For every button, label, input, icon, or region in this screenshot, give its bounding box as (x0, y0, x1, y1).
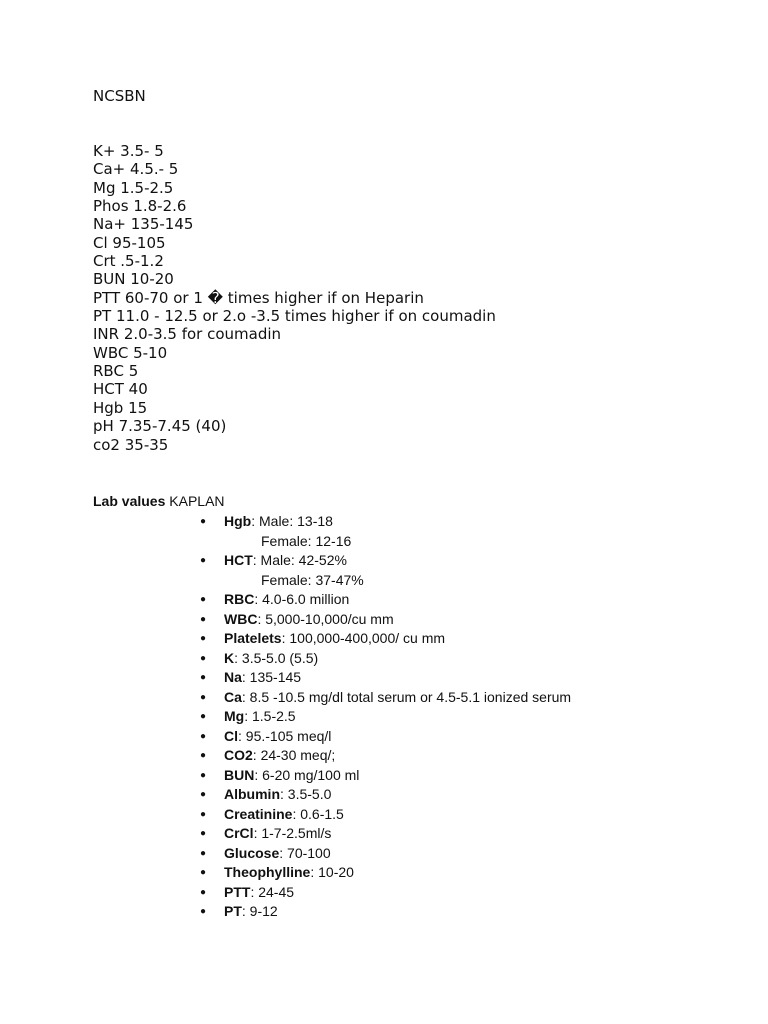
lab-name: Theophylline (224, 864, 311, 880)
lab-name: Na (224, 669, 242, 685)
lab-range: : 10-20 (310, 864, 354, 880)
ncsbn-line: K+ 3.5- 5 (93, 142, 164, 160)
kaplan-title-bold: Lab values (93, 493, 166, 509)
ncsbn-line: INR 2.0-3.5 for coumadin (93, 325, 282, 344)
lab-range: : Male: 13-18 (251, 513, 333, 529)
lab-range: : 0.6-1.5 (292, 805, 344, 822)
lab-name: Creatinine (224, 805, 293, 822)
bullet-icon: ● (200, 691, 207, 703)
list-item (200, 629, 571, 649)
lab-range: : 24-45 (250, 883, 295, 900)
lab-range: : 1.5-2.5 (244, 708, 296, 724)
lab-range: : 6-20 mg/100 ml (254, 766, 360, 783)
lab-range: : 5,000-10,000/cu mm (257, 610, 394, 627)
lab-name: Platelets (224, 630, 282, 646)
ncsbn-line: Mg 1.5-2.5 (93, 178, 174, 197)
list-item (200, 668, 571, 688)
ncsbn-line: RBC 5 (93, 362, 139, 381)
lab-range: : 9-12 (241, 903, 278, 919)
list-item (200, 649, 571, 669)
lab-range: : 4.0-6.0 million (254, 591, 350, 607)
ncsbn-lab-values-list (93, 142, 496, 454)
ncsbn-line: BUN 10-20 (93, 270, 174, 289)
lab-name: WBC (224, 610, 258, 627)
list-item (200, 883, 571, 903)
lab-range: : 24-30 meq/; (252, 747, 336, 763)
lab-name: Albumin (224, 786, 280, 802)
ncsbn-line: co2 35-35 (93, 435, 169, 454)
list-item (200, 824, 571, 844)
list-item (200, 610, 571, 630)
bullet-icon: ● (200, 769, 207, 781)
lab-range: : 135-145 (241, 669, 302, 685)
bullet-icon: ● (200, 847, 207, 859)
lab-range: : Male: 42-52% (252, 552, 347, 568)
lab-range: : 3.5-5.0 (5.5) (234, 649, 319, 666)
bullet-icon: ● (200, 672, 207, 683)
list-item (200, 863, 571, 883)
lab-range: : 8.5 -10.5 mg/dl total serum or 4.5-5.1 ionized serum (241, 688, 572, 705)
lab-name: Cl (224, 727, 238, 744)
lab-name: CrCl (224, 825, 254, 841)
ncsbn-line: Hgb 15 (93, 398, 148, 417)
lab-subrange: Female: 12-16 (261, 532, 352, 549)
lab-name: PT (224, 903, 242, 919)
bullet-icon: ● (200, 730, 207, 742)
bullet-icon: ● (200, 867, 207, 878)
bullet-icon: ● (200, 633, 207, 644)
list-item (200, 902, 571, 922)
list-item (200, 805, 571, 825)
ncsbn-line: HCT 40 (93, 380, 148, 399)
bullet-icon: ● (200, 594, 207, 605)
bullet-icon: ● (200, 555, 207, 566)
lab-name: Ca (224, 688, 242, 705)
ncsbn-line: Na+ 135-145 (93, 215, 194, 234)
bullet-icon: ● (200, 808, 207, 820)
list-item (200, 727, 571, 747)
bullet-icon: ● (200, 750, 207, 761)
list-item (200, 512, 571, 551)
ncsbn-heading: NCSBN (93, 87, 146, 105)
bullet-icon: ● (200, 652, 207, 664)
bullet-icon: ● (200, 828, 207, 839)
kaplan-title (93, 492, 225, 510)
list-item (200, 688, 571, 708)
ncsbn-line: Cl 95-105 (93, 233, 166, 252)
list-item (200, 785, 571, 805)
ncsbn-line: pH 7.35-7.45 (40) (93, 417, 227, 436)
lab-name: K (224, 649, 235, 666)
bullet-icon: ● (200, 886, 207, 898)
lab-name: RBC (224, 591, 255, 607)
list-item (200, 551, 571, 590)
lab-range: : 3.5-5.0 (280, 786, 332, 802)
lab-range: : 100,000-400,000/ cu mm (281, 630, 446, 646)
lab-range: : 95.-105 meq/l (238, 727, 332, 744)
ncsbn-line: PT 11.0 - 12.5 or 2.o -3.5 times higher if on coumadin (93, 307, 496, 326)
list-item (200, 707, 571, 727)
ncsbn-line: Phos 1.8-2.6 (93, 197, 187, 216)
kaplan-title-rest: KAPLAN (165, 493, 225, 509)
list-item (200, 844, 571, 864)
bullet-icon: ● (200, 711, 207, 722)
lab-name: CO2 (224, 747, 253, 763)
bullet-icon: ● (200, 516, 207, 527)
list-item (200, 590, 571, 610)
ncsbn-line: Crt .5-1.2 (93, 252, 164, 271)
lab-name: PTT (224, 883, 251, 900)
kaplan-lab-values-list (200, 512, 571, 922)
list-item (200, 746, 571, 766)
ncsbn-line: Ca+ 4.5.- 5 (93, 160, 179, 179)
lab-range: : 70-100 (279, 844, 331, 861)
lab-name: Hgb (224, 513, 252, 529)
lab-name: HCT (224, 552, 253, 568)
bullet-icon: ● (200, 613, 207, 625)
ncsbn-line: PTT 60-70 or 1 � times higher if on Heparin (93, 288, 424, 307)
lab-name: Glucose (224, 844, 280, 861)
bullet-icon: ● (200, 906, 207, 917)
list-item (200, 766, 571, 786)
lab-subrange: Female: 37-47% (261, 571, 364, 588)
lab-name: Mg (224, 708, 245, 724)
bullet-icon: ● (200, 789, 207, 800)
lab-range: : 1-7-2.5ml/s (253, 825, 332, 841)
lab-name: BUN (224, 766, 255, 783)
ncsbn-line: WBC 5-10 (93, 343, 168, 362)
